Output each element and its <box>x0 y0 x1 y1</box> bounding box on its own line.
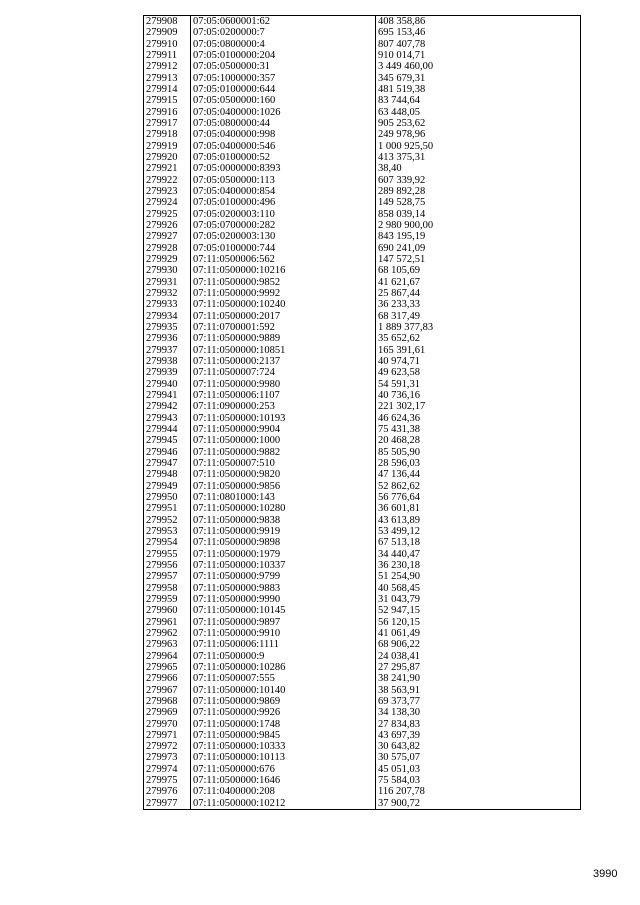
value-cell: 1 000 925,50 <box>376 141 581 152</box>
table-row <box>144 50 581 61</box>
cadastral-number-cell: 07:11:0500000:9919 <box>191 526 376 537</box>
row-number-cell: 279935 <box>144 322 191 333</box>
value-cell: 67 513,18 <box>376 537 581 548</box>
table-row <box>144 345 581 356</box>
table-row <box>144 446 581 457</box>
table-row <box>144 616 581 627</box>
value-cell: 3 449 460,00 <box>376 61 581 72</box>
cadastral-number-cell: 07:11:0500000:9820 <box>191 469 376 480</box>
value-cell: 28 596,03 <box>376 458 581 469</box>
cadastral-number-cell: 07:11:0400000:208 <box>191 786 376 797</box>
table-row <box>144 492 581 503</box>
cadastral-number-cell: 07:05:0400000:998 <box>191 129 376 140</box>
row-number-cell: 279912 <box>144 61 191 72</box>
row-number-cell: 279920 <box>144 152 191 163</box>
value-cell: 289 892,28 <box>376 186 581 197</box>
row-number-cell: 279975 <box>144 775 191 786</box>
cadastral-number-cell: 07:05:0200003:110 <box>191 209 376 220</box>
value-cell: 165 391,61 <box>376 345 581 356</box>
cadastral-number-cell: 07:11:0500000:10212 <box>191 798 376 810</box>
row-number-cell: 279941 <box>144 390 191 401</box>
table-row <box>144 696 581 707</box>
table-row <box>144 718 581 729</box>
value-cell: 83 744,64 <box>376 95 581 106</box>
table-row <box>144 379 581 390</box>
cadastral-number-cell: 07:11:0500000:10337 <box>191 560 376 571</box>
value-cell: 27 834,83 <box>376 718 581 729</box>
cadastral-number-cell: 07:11:0500000:9856 <box>191 480 376 491</box>
table-row <box>144 356 581 367</box>
table-row <box>144 16 581 28</box>
value-cell: 695 153,46 <box>376 27 581 38</box>
value-cell: 843 195,19 <box>376 231 581 242</box>
table-row <box>144 775 581 786</box>
row-number-cell: 279940 <box>144 379 191 390</box>
row-number-cell: 279947 <box>144 458 191 469</box>
value-cell: 36 233,33 <box>376 299 581 310</box>
cadastral-number-cell: 07:11:0500007:555 <box>191 673 376 684</box>
cadastral-number-cell: 07:11:0500000:9980 <box>191 379 376 390</box>
cadastral-number-cell: 07:05:0100000:52 <box>191 152 376 163</box>
table-row <box>144 741 581 752</box>
value-cell: 408 358,86 <box>376 16 581 28</box>
table-row <box>144 220 581 231</box>
cadastral-number-cell: 07:11:0700001:592 <box>191 322 376 333</box>
row-number-cell: 279964 <box>144 650 191 661</box>
cadastral-number-cell: 07:11:0500000:10280 <box>191 503 376 514</box>
row-number-cell: 279973 <box>144 752 191 763</box>
cadastral-number-cell: 07:05:0400000:1026 <box>191 107 376 118</box>
value-cell: 49 623,58 <box>376 367 581 378</box>
row-number-cell: 279942 <box>144 401 191 412</box>
value-cell: 69 373,77 <box>376 696 581 707</box>
table-row <box>144 503 581 514</box>
cadastral-number-cell: 07:05:0000000:8393 <box>191 163 376 174</box>
table-row <box>144 73 581 84</box>
value-cell: 51 254,90 <box>376 571 581 582</box>
row-number-cell: 279965 <box>144 662 191 673</box>
cadastral-number-cell: 07:11:0500000:2137 <box>191 356 376 367</box>
cadastral-number-cell: 07:11:0500000:9882 <box>191 446 376 457</box>
cadastral-value-table <box>143 15 581 810</box>
value-cell: 34 440,47 <box>376 548 581 559</box>
row-number-cell: 279958 <box>144 582 191 593</box>
table-row <box>144 401 581 412</box>
row-number-cell: 279962 <box>144 628 191 639</box>
value-cell: 910 014,71 <box>376 50 581 61</box>
cadastral-number-cell: 07:11:0500006:562 <box>191 254 376 265</box>
row-number-cell: 279913 <box>144 73 191 84</box>
row-number-cell: 279960 <box>144 605 191 616</box>
row-number-cell: 279923 <box>144 186 191 197</box>
row-number-cell: 279974 <box>144 764 191 775</box>
table-row <box>144 299 581 310</box>
value-cell: 75 584,03 <box>376 775 581 786</box>
value-cell: 905 253,62 <box>376 118 581 129</box>
row-number-cell: 279948 <box>144 469 191 480</box>
table-row <box>144 764 581 775</box>
table-row <box>144 730 581 741</box>
row-number-cell: 279957 <box>144 571 191 582</box>
table-row <box>144 594 581 605</box>
value-cell: 24 038,41 <box>376 650 581 661</box>
table-row <box>144 412 581 423</box>
table-row <box>144 798 581 810</box>
table-row <box>144 333 581 344</box>
row-number-cell: 279915 <box>144 95 191 106</box>
cadastral-number-cell: 07:11:0500000:9838 <box>191 514 376 525</box>
row-number-cell: 279929 <box>144 254 191 265</box>
row-number-cell: 279946 <box>144 446 191 457</box>
value-cell: 41 061,49 <box>376 628 581 639</box>
cadastral-number-cell: 07:11:0500000:1979 <box>191 548 376 559</box>
table-row <box>144 254 581 265</box>
table-row <box>144 311 581 322</box>
row-number-cell: 279943 <box>144 412 191 423</box>
table-row <box>144 582 581 593</box>
row-number-cell: 279926 <box>144 220 191 231</box>
row-number-cell: 279922 <box>144 175 191 186</box>
cadastral-number-cell: 07:05:0100000:644 <box>191 84 376 95</box>
table-row <box>144 277 581 288</box>
row-number-cell: 279955 <box>144 548 191 559</box>
row-number-cell: 279939 <box>144 367 191 378</box>
cadastral-number-cell: 07:11:0500000:10145 <box>191 605 376 616</box>
row-number-cell: 279950 <box>144 492 191 503</box>
row-number-cell: 279952 <box>144 514 191 525</box>
cadastral-number-cell: 07:05:0800000:4 <box>191 39 376 50</box>
value-cell: 116 207,78 <box>376 786 581 797</box>
table-row <box>144 39 581 50</box>
value-cell: 20 468,28 <box>376 435 581 446</box>
table-row <box>144 84 581 95</box>
value-cell: 46 624,36 <box>376 412 581 423</box>
row-number-cell: 279968 <box>144 696 191 707</box>
cadastral-number-cell: 07:05:0700000:282 <box>191 220 376 231</box>
cadastral-number-cell: 07:05:0500000:113 <box>191 175 376 186</box>
value-cell: 63 448,05 <box>376 107 581 118</box>
value-cell: 25 867,44 <box>376 288 581 299</box>
table-row <box>144 560 581 571</box>
table-body <box>144 16 581 810</box>
row-number-cell: 279972 <box>144 741 191 752</box>
value-cell: 56 120,15 <box>376 616 581 627</box>
row-number-cell: 279945 <box>144 435 191 446</box>
value-cell: 68 317,49 <box>376 311 581 322</box>
value-cell: 413 375,31 <box>376 152 581 163</box>
row-number-cell: 279924 <box>144 197 191 208</box>
row-number-cell: 279937 <box>144 345 191 356</box>
value-cell: 37 900,72 <box>376 798 581 810</box>
value-cell: 34 138,30 <box>376 707 581 718</box>
cadastral-number-cell: 07:11:0500000:1748 <box>191 718 376 729</box>
table-row <box>144 141 581 152</box>
page-number: 3990 <box>593 868 618 880</box>
cadastral-number-cell: 07:11:0500000:9897 <box>191 616 376 627</box>
table-row <box>144 197 581 208</box>
value-cell: 221 302,17 <box>376 401 581 412</box>
table-row <box>144 107 581 118</box>
value-cell: 43 613,89 <box>376 514 581 525</box>
value-cell: 36 230,18 <box>376 560 581 571</box>
table-row <box>144 231 581 242</box>
row-number-cell: 279936 <box>144 333 191 344</box>
value-cell: 47 136,44 <box>376 469 581 480</box>
value-cell: 807 407,78 <box>376 39 581 50</box>
row-number-cell: 279977 <box>144 798 191 810</box>
row-number-cell: 279928 <box>144 243 191 254</box>
cadastral-number-cell: 07:05:0100000:496 <box>191 197 376 208</box>
cadastral-number-cell: 07:05:0800000:44 <box>191 118 376 129</box>
cadastral-number-cell: 07:05:0100000:744 <box>191 243 376 254</box>
row-number-cell: 279963 <box>144 639 191 650</box>
value-cell: 38,40 <box>376 163 581 174</box>
row-number-cell: 279930 <box>144 265 191 276</box>
cadastral-number-cell: 07:11:0500000:10113 <box>191 752 376 763</box>
value-cell: 30 575,07 <box>376 752 581 763</box>
cadastral-number-cell: 07:11:0500000:10286 <box>191 662 376 673</box>
row-number-cell: 279908 <box>144 16 191 28</box>
cadastral-number-cell: 07:05:0200003:130 <box>191 231 376 242</box>
table-row <box>144 243 581 254</box>
cadastral-number-cell: 07:11:0500000:10240 <box>191 299 376 310</box>
cadastral-number-cell: 07:11:0500000:9904 <box>191 424 376 435</box>
row-number-cell: 279970 <box>144 718 191 729</box>
table-row <box>144 673 581 684</box>
cadastral-number-cell: 07:05:0400000:854 <box>191 186 376 197</box>
row-number-cell: 279944 <box>144 424 191 435</box>
value-cell: 38 241,90 <box>376 673 581 684</box>
value-cell: 690 241,09 <box>376 243 581 254</box>
cadastral-number-cell: 07:11:0500000:9799 <box>191 571 376 582</box>
value-cell: 481 519,38 <box>376 84 581 95</box>
row-number-cell: 279934 <box>144 311 191 322</box>
table-row <box>144 639 581 650</box>
table-row <box>144 265 581 276</box>
table-row <box>144 480 581 491</box>
cadastral-number-cell: 07:05:1000000:357 <box>191 73 376 84</box>
row-number-cell: 279927 <box>144 231 191 242</box>
table-row <box>144 288 581 299</box>
cadastral-number-cell: 07:11:0900000:253 <box>191 401 376 412</box>
value-cell: 52 947,15 <box>376 605 581 616</box>
table-row <box>144 129 581 140</box>
cadastral-number-cell: 07:11:0500000:9845 <box>191 730 376 741</box>
value-cell: 30 643,82 <box>376 741 581 752</box>
row-number-cell: 279919 <box>144 141 191 152</box>
table-row <box>144 628 581 639</box>
row-number-cell: 279932 <box>144 288 191 299</box>
cadastral-number-cell: 07:05:0400000:546 <box>191 141 376 152</box>
cadastral-number-cell: 07:05:0100000:204 <box>191 50 376 61</box>
table-row <box>144 684 581 695</box>
value-cell: 38 563,91 <box>376 684 581 695</box>
cadastral-number-cell: 07:11:0500000:10140 <box>191 684 376 695</box>
value-cell: 45 051,03 <box>376 764 581 775</box>
value-cell: 54 591,31 <box>376 379 581 390</box>
cadastral-number-cell: 07:11:0500007:724 <box>191 367 376 378</box>
value-cell: 40 974,71 <box>376 356 581 367</box>
table-row <box>144 537 581 548</box>
table-row <box>144 435 581 446</box>
row-number-cell: 279966 <box>144 673 191 684</box>
value-cell: 607 339,92 <box>376 175 581 186</box>
cadastral-number-cell: 07:11:0500000:10333 <box>191 741 376 752</box>
cadastral-number-cell: 07:11:0500006:1107 <box>191 390 376 401</box>
table-row <box>144 367 581 378</box>
cadastral-number-cell: 07:11:0500000:2017 <box>191 311 376 322</box>
table-row <box>144 209 581 220</box>
value-cell: 85 505,90 <box>376 446 581 457</box>
row-number-cell: 279910 <box>144 39 191 50</box>
row-number-cell: 279949 <box>144 480 191 491</box>
cadastral-number-cell: 07:11:0500000:9926 <box>191 707 376 718</box>
cadastral-number-cell: 07:11:0500000:9883 <box>191 582 376 593</box>
cadastral-number-cell: 07:11:0500000:10216 <box>191 265 376 276</box>
value-cell: 43 697,39 <box>376 730 581 741</box>
table-row <box>144 61 581 72</box>
row-number-cell: 279953 <box>144 526 191 537</box>
value-cell: 75 431,38 <box>376 424 581 435</box>
row-number-cell: 279938 <box>144 356 191 367</box>
row-number-cell: 279971 <box>144 730 191 741</box>
row-number-cell: 279976 <box>144 786 191 797</box>
table-row <box>144 650 581 661</box>
table-row <box>144 786 581 797</box>
table-row <box>144 118 581 129</box>
cadastral-number-cell: 07:11:0500007:510 <box>191 458 376 469</box>
value-cell: 56 776,64 <box>376 492 581 503</box>
row-number-cell: 279916 <box>144 107 191 118</box>
table-row <box>144 95 581 106</box>
cadastral-number-cell: 07:11:0500000:1000 <box>191 435 376 446</box>
value-cell: 345 679,31 <box>376 73 581 84</box>
cadastral-number-cell: 07:05:0500000:31 <box>191 61 376 72</box>
row-number-cell: 279959 <box>144 594 191 605</box>
cadastral-number-cell: 07:05:0500000:160 <box>191 95 376 106</box>
table-row <box>144 514 581 525</box>
cadastral-number-cell: 07:11:0500006:1111 <box>191 639 376 650</box>
value-cell: 53 499,12 <box>376 526 581 537</box>
cadastral-number-cell: 07:11:0801000:143 <box>191 492 376 503</box>
table-row <box>144 175 581 186</box>
value-cell: 40 736,16 <box>376 390 581 401</box>
table-row <box>144 152 581 163</box>
row-number-cell: 279914 <box>144 84 191 95</box>
value-cell: 27 295,87 <box>376 662 581 673</box>
table-row <box>144 390 581 401</box>
row-number-cell: 279911 <box>144 50 191 61</box>
row-number-cell: 279917 <box>144 118 191 129</box>
value-cell: 68 105,69 <box>376 265 581 276</box>
row-number-cell: 279951 <box>144 503 191 514</box>
cadastral-number-cell: 07:11:0500000:9889 <box>191 333 376 344</box>
value-cell: 1 889 377,83 <box>376 322 581 333</box>
row-number-cell: 279967 <box>144 684 191 695</box>
cadastral-number-cell: 07:11:0500000:676 <box>191 764 376 775</box>
cadastral-number-cell: 07:11:0500000:9869 <box>191 696 376 707</box>
cadastral-number-cell: 07:11:0500000:9992 <box>191 288 376 299</box>
value-cell: 35 652,62 <box>376 333 581 344</box>
row-number-cell: 279956 <box>144 560 191 571</box>
value-cell: 36 601,81 <box>376 503 581 514</box>
table-row <box>144 322 581 333</box>
value-cell: 52 862,62 <box>376 480 581 491</box>
value-cell: 31 043,79 <box>376 594 581 605</box>
table-row <box>144 662 581 673</box>
row-number-cell: 279909 <box>144 27 191 38</box>
value-cell: 858 039,14 <box>376 209 581 220</box>
cadastral-number-cell: 07:11:0500000:10851 <box>191 345 376 356</box>
table-row <box>144 424 581 435</box>
row-number-cell: 279918 <box>144 129 191 140</box>
row-number-cell: 279921 <box>144 163 191 174</box>
row-number-cell: 279925 <box>144 209 191 220</box>
table-row <box>144 571 581 582</box>
cadastral-number-cell: 07:11:0500000:9990 <box>191 594 376 605</box>
row-number-cell: 279931 <box>144 277 191 288</box>
row-number-cell: 279933 <box>144 299 191 310</box>
cadastral-number-cell: 07:11:0500000:10193 <box>191 412 376 423</box>
value-cell: 149 528,75 <box>376 197 581 208</box>
value-cell: 41 621,67 <box>376 277 581 288</box>
cadastral-number-cell: 07:05:0600001:62 <box>191 16 376 28</box>
value-cell: 68 906,22 <box>376 639 581 650</box>
table-row <box>144 707 581 718</box>
table-row <box>144 526 581 537</box>
value-cell: 40 568,45 <box>376 582 581 593</box>
table-row <box>144 458 581 469</box>
cadastral-number-cell: 07:11:0500000:1646 <box>191 775 376 786</box>
cadastral-number-cell: 07:05:0200000:7 <box>191 27 376 38</box>
value-cell: 2 980 900,00 <box>376 220 581 231</box>
value-cell: 147 572,51 <box>376 254 581 265</box>
value-cell: 249 978,96 <box>376 129 581 140</box>
table-row <box>144 163 581 174</box>
cadastral-number-cell: 07:11:0500000:9852 <box>191 277 376 288</box>
cadastral-number-cell: 07:11:0500000:9910 <box>191 628 376 639</box>
table-row <box>144 548 581 559</box>
cadastral-number-cell: 07:11:0500000:9 <box>191 650 376 661</box>
row-number-cell: 279961 <box>144 616 191 627</box>
row-number-cell: 279969 <box>144 707 191 718</box>
table-row <box>144 605 581 616</box>
cadastral-number-cell: 07:11:0500000:9898 <box>191 537 376 548</box>
table-row <box>144 469 581 480</box>
table-row <box>144 186 581 197</box>
table-row <box>144 27 581 38</box>
table-row <box>144 752 581 763</box>
row-number-cell: 279954 <box>144 537 191 548</box>
